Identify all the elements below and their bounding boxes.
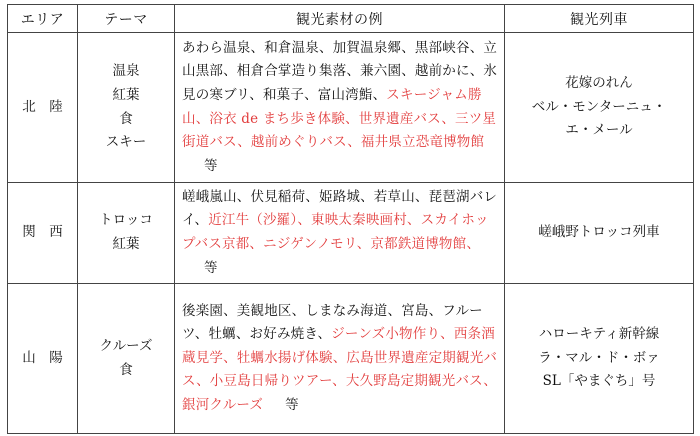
theme-cell [78,284,175,434]
etc-mark: 等 [204,259,218,276]
train-item: エ・メール [565,122,633,139]
examples-new: スキージャム勝山、浴衣 de まち歩き体験、世界遺産バス、三ツ星街道バス、越前めぐりバス、福井県立恐竜博物館 [182,86,497,151]
train-item: ハローキティ新幹線 [538,326,660,343]
header-area: エリア [8,5,78,33]
header-train: 観光列車 [505,5,694,33]
examples-existing: あわら温泉、和倉温泉、加賀温泉郷、黒部峡谷、立山黒部、相倉合掌造り集落、兼六園、越前かに、氷見の寒ブリ、和菓子、富山湾鮨、 [182,39,498,103]
header-theme: テーマ [78,5,175,33]
train-item: 花嫁のれん [565,75,633,92]
area-cell: 山 陽 [8,284,78,434]
examples-cell [175,183,505,284]
train-cell [505,183,694,284]
train-cell [505,33,694,183]
etc-mark: 等 [204,157,218,174]
etc-mark: 等 [285,396,299,413]
examples-existing: 後楽園、美観地区、しまなみ海道、宮島、フルーツ、牡蠣、お好み焼き、 [182,302,483,343]
tourism-table-container [7,4,694,434]
theme-cell [78,183,175,284]
theme-item: クルーズ [99,337,153,354]
examples-new: 近江牛（沙羅）、東映太秦映画村、スカイホップバス京都、ニジゲンノモリ、京都鉄道博物館、 [182,212,489,252]
theme-item: 温泉 [112,63,140,80]
area-cell: 関 西 [8,183,78,284]
theme-item: 食 [119,110,133,127]
examples-existing: 嵯峨嵐山、伏見稲荷、姫路城、若草山、琵琶湖バレイ、 [182,188,498,229]
examples-cell [175,284,505,434]
area-cell: 北 陸 [8,33,78,183]
examples-new: ジーンズ小物作り、西条酒蔵見学、牡蠣水揚げ体験、広島世界遺産定期観光バス、小豆島日帰りツアー、大久野島定期観光バス、銀河クルーズ [182,326,498,413]
theme-cell [78,33,175,183]
theme-item: 紅葉 [112,236,140,252]
theme-item: トロッコ [99,212,153,229]
table-row [8,284,694,434]
header-examples: 観光素材の例 [175,5,505,33]
train-item: ラ・マル・ド・ボァ [538,349,660,366]
header-row [8,5,694,33]
examples-cell [175,33,505,183]
table-row [8,183,694,284]
train-item: ベル・モンターニュ・ [531,98,667,115]
tourism-table [7,4,694,434]
theme-item: 紅葉 [112,86,140,103]
table-row [8,33,694,183]
train-item: SL「やまぐち」号 [542,373,656,390]
train-item: 嵯峨野トロッコ列車 [538,224,660,241]
theme-item: スキー [105,134,147,151]
theme-item: 食 [119,361,133,378]
train-cell [505,284,694,434]
